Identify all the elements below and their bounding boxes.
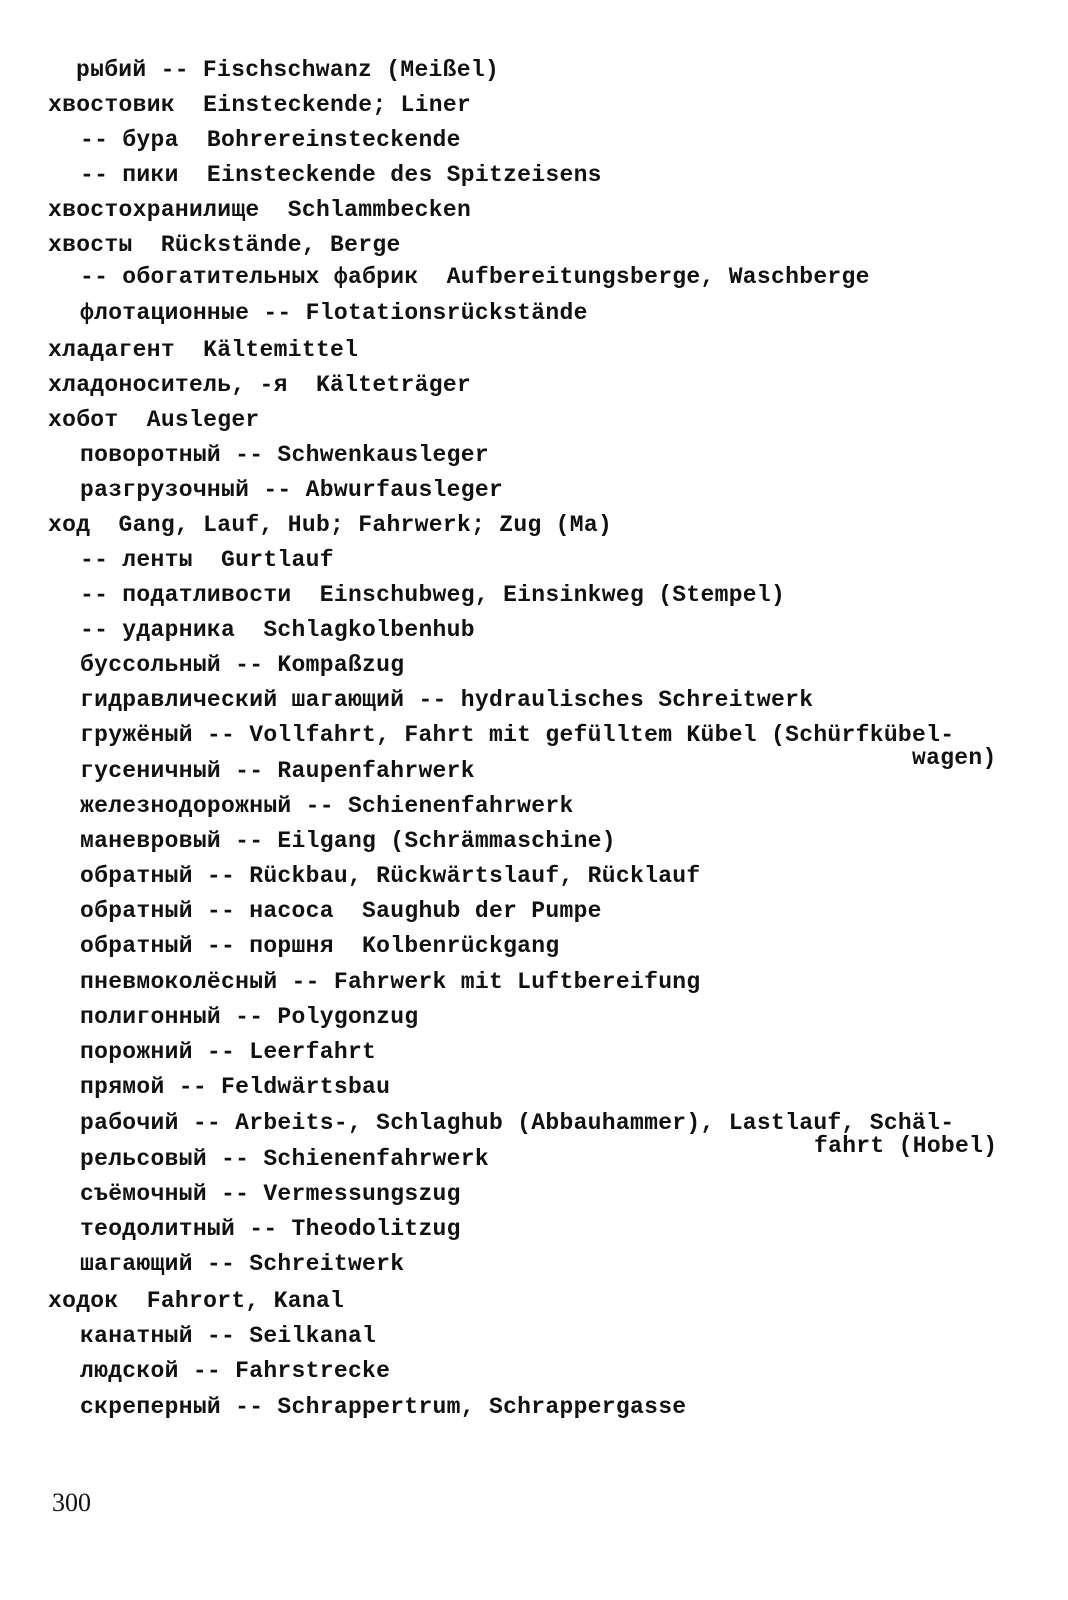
entry-line: хобот Ausleger xyxy=(48,407,260,433)
entry-line: маневровый -- Eilgang (Schrämmaschine) xyxy=(80,828,616,854)
entry-line: -- обогатительных фабрик Aufbereitungsberge, Waschberge xyxy=(80,264,870,290)
entry-line: рыбий -- Fischschwanz (Meißel) xyxy=(76,57,500,83)
entry-line: пневмоколёсный -- Fahrwerk mit Luftbereifung xyxy=(80,969,701,995)
entry-line: скреперный -- Schrappertrum, Schrappergasse xyxy=(80,1394,687,1420)
entry-line: хвостохранилище Schlammbecken xyxy=(48,197,472,223)
entry-line: -- ленты Gurtlauf xyxy=(80,547,334,573)
entry-line: хладагент Kältemittel xyxy=(48,337,359,363)
entry-line: ход Gang, Lauf, Hub; Fahrwerk; Zug (Ma) xyxy=(48,512,613,538)
entry-line: ходок Fahrort, Kanal xyxy=(48,1288,345,1314)
entry-line: хвостовик Einsteckende; Liner xyxy=(48,92,472,118)
entry-line: теодолитный -- Theodolitzug xyxy=(80,1216,461,1242)
entry-line: -- пики Einsteckende des Spitzeisens xyxy=(80,162,602,188)
entry-line: шагающий -- Schreitwerk xyxy=(80,1251,405,1277)
page-number: 300 xyxy=(52,1488,91,1517)
entry-line: fahrt (Hobel) xyxy=(814,1133,998,1159)
entry-line: съёмочный -- Vermessungszug xyxy=(80,1181,461,1207)
entry-line: полигонный -- Polygonzug xyxy=(80,1004,419,1030)
entry-line: гусеничный -- Raupenfahrwerk xyxy=(80,758,475,784)
entry-line: людской -- Fahrstrecke xyxy=(80,1358,391,1384)
entry-line: -- ударника Schlagkolbenhub xyxy=(80,617,475,643)
entry-line: обратный -- насоса Saughub der Pumpe xyxy=(80,898,602,924)
entry-line: -- бура Bohrereinsteckende xyxy=(80,127,461,153)
entry-line: гружёный -- Vollfahrt, Fahrt mit gefülltem Kübel (Schürfkübel- xyxy=(80,722,955,748)
entry-line: гидравлический шагающий -- hydraulisches Schreitwerk xyxy=(80,687,814,713)
entry-line: -- податливости Einschubweg, Einsinkweg (Stempel) xyxy=(80,582,786,608)
entry-line: рабочий -- Arbeits-, Schlaghub (Abbauhammer), Lastlauf, Schäl- xyxy=(80,1110,955,1136)
entry-line: флотационные -- Flotationsrückstände xyxy=(80,300,588,326)
entry-line: хвосты Rückstände, Berge xyxy=(48,232,401,258)
entry-line: разгрузочный -- Abwurfausleger xyxy=(80,477,504,503)
entry-line: обратный -- Rückbau, Rückwärtslauf, Rücklauf xyxy=(80,863,701,889)
entry-line: поворотный -- Schwenkausleger xyxy=(80,442,489,468)
entry-line: порожний -- Leerfahrt xyxy=(80,1039,377,1065)
entry-line: прямой -- Feldwärtsbau xyxy=(80,1074,391,1100)
entry-line: канатный -- Seilkanal xyxy=(80,1323,377,1349)
entry-line: хладоноситель, -я Kälteträger xyxy=(48,372,472,398)
entry-line: железнодорожный -- Schienenfahrwerk xyxy=(80,793,574,819)
entry-line: рельсовый -- Schienenfahrwerk xyxy=(80,1146,489,1172)
entry-line: обратный -- поршня Kolbenrückgang xyxy=(80,933,560,959)
entry-line: буссольный -- Kompaßzug xyxy=(80,652,405,678)
entry-line: wagen) xyxy=(912,745,997,771)
